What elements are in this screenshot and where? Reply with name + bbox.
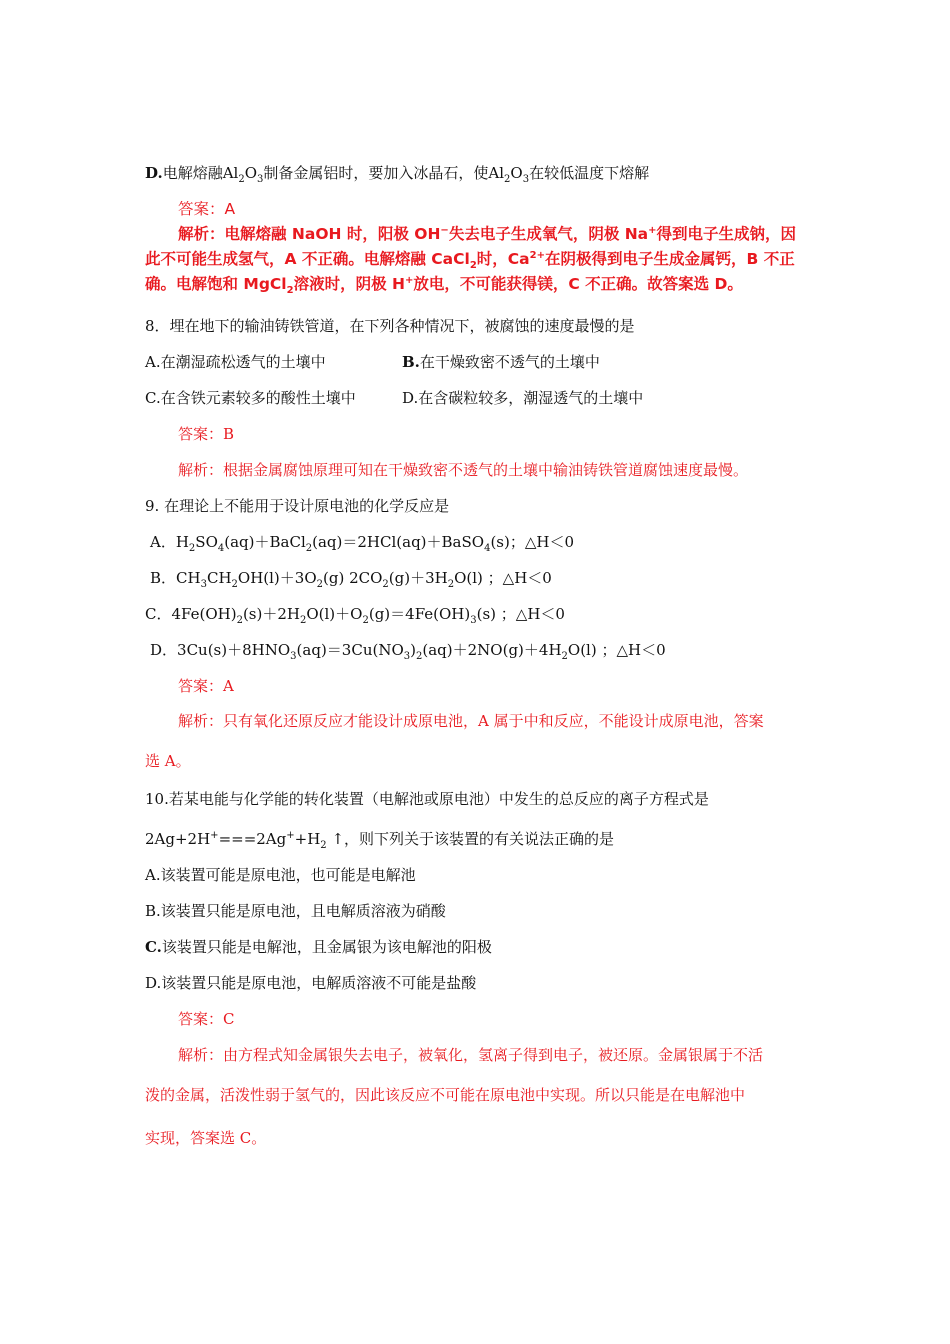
q8-option-c: C.在含铁元素较多的酸性土壤中: [145, 389, 356, 407]
q7-explanation-line-2: 此不可能生成氢气，A 不正确。电解熔融 CaCl$_2$时，$Ca^{2+}$在阴极得到电子生成金属钙，B 不正: [145, 249, 795, 272]
q8-stem: 8．埋在地下的输油铸铁管道，在下列各种情况下，被腐蚀的速度最慢的是: [145, 317, 635, 335]
q9-stem: 9. 在理论上不能用于设计原电池的化学反应是: [145, 497, 450, 515]
q7-answer: 答案：A: [178, 200, 236, 218]
q10-option-c: C.该装置只能是电解池，且金属银为该电解池的阳极: [145, 938, 492, 956]
q8-answer: 答案：B: [178, 425, 235, 443]
q10-explanation-line-2: 泼的金属，活泼性弱于氢气的，因此该反应不可能在原电池中实现。所以只能是在电解池中: [145, 1086, 746, 1104]
q8-explanation: 解析：根据金属腐蚀原理可知在干燥致密不透气的土壤中输油铸铁管道腐蚀速度最慢。: [178, 461, 749, 479]
q9-option-b: B．$CH_3CH_2OH(l)+3O_2(g)$ $2CO_2(g)+3H_2O(l)$ ；△H＜0: [150, 569, 552, 590]
q10-stem-line-2: $2Ag+2H^+===2Ag^++H_2$ ↑，则下列关于该装置的有关说法正确的是: [145, 830, 615, 851]
q9-option-a: A．$H_2SO_4(aq)+BaCl_2(aq)=2HCl(aq)+BaSO_4(s)$；△H＜0: [150, 533, 574, 554]
q10-option-d: D.该装置只能是原电池，电解质溶液不可能是盐酸: [145, 974, 477, 992]
q10-option-b: B.该装置只能是原电池，且电解质溶液为硝酸: [145, 902, 446, 920]
q10-stem-line-1: 10.若某电能与化学能的转化装置（电解池或原电池）中发生的总反应的离子方程式是: [145, 790, 709, 808]
q7-explanation-line-1: 解析：电解熔融 NaOH 时，阳极 OH−失去电子生成氧气，阴极 Na+得到电子生成钠，因: [178, 224, 797, 243]
q10-option-a: A.该装置可能是原电池，也可能是电解池: [145, 866, 416, 884]
q7-explanation-line-3: 确。电解饱和 MgCl$_2$溶液时，阴极 H+放电，不可能获得镁，C 不正确。故答案选 D。: [145, 274, 743, 297]
q10-explanation-line-1: 解析：由方程式知金属银失去电子，被氧化，氢离子得到电子，被还原。金属银属于不活: [178, 1046, 764, 1064]
q10-explanation-line-3: 实现，答案选 C。: [145, 1129, 267, 1147]
q8-option-a: A.在潮湿疏松透气的土壤中: [145, 353, 326, 371]
q8-option-d: D.在含碳粒较多，潮湿透气的土壤中: [402, 389, 644, 407]
q8-option-b: B.在干燥致密不透气的土壤中: [402, 353, 600, 371]
q9-option-d: D．$3Cu(s)+8HNO_3(aq)=3Cu(NO_3)_2(aq)+2NO(g)+4H_2O(l)$ ；△H＜0: [150, 641, 666, 662]
q9-explanation-line-2: 选 A。: [145, 752, 191, 770]
q9-answer: 答案：A: [178, 677, 234, 695]
q10-answer: 答案：C: [178, 1010, 235, 1028]
q7-option-d: D.电解熔融$Al_2O_3$制备金属铝时，要加入冰晶石，使$Al_2O_3$在较低温度下熔解: [145, 164, 650, 185]
q9-option-c: C．$4Fe(OH)_2(s)+2H_2O(l)+O_2(g)=4Fe(OH)_3(s)$ ；△H＜0: [145, 605, 565, 626]
q9-explanation-line-1: 解析：只有氧化还原反应才能设计成原电池，A 属于中和反应，不能设计成原电池，答案: [178, 712, 764, 730]
